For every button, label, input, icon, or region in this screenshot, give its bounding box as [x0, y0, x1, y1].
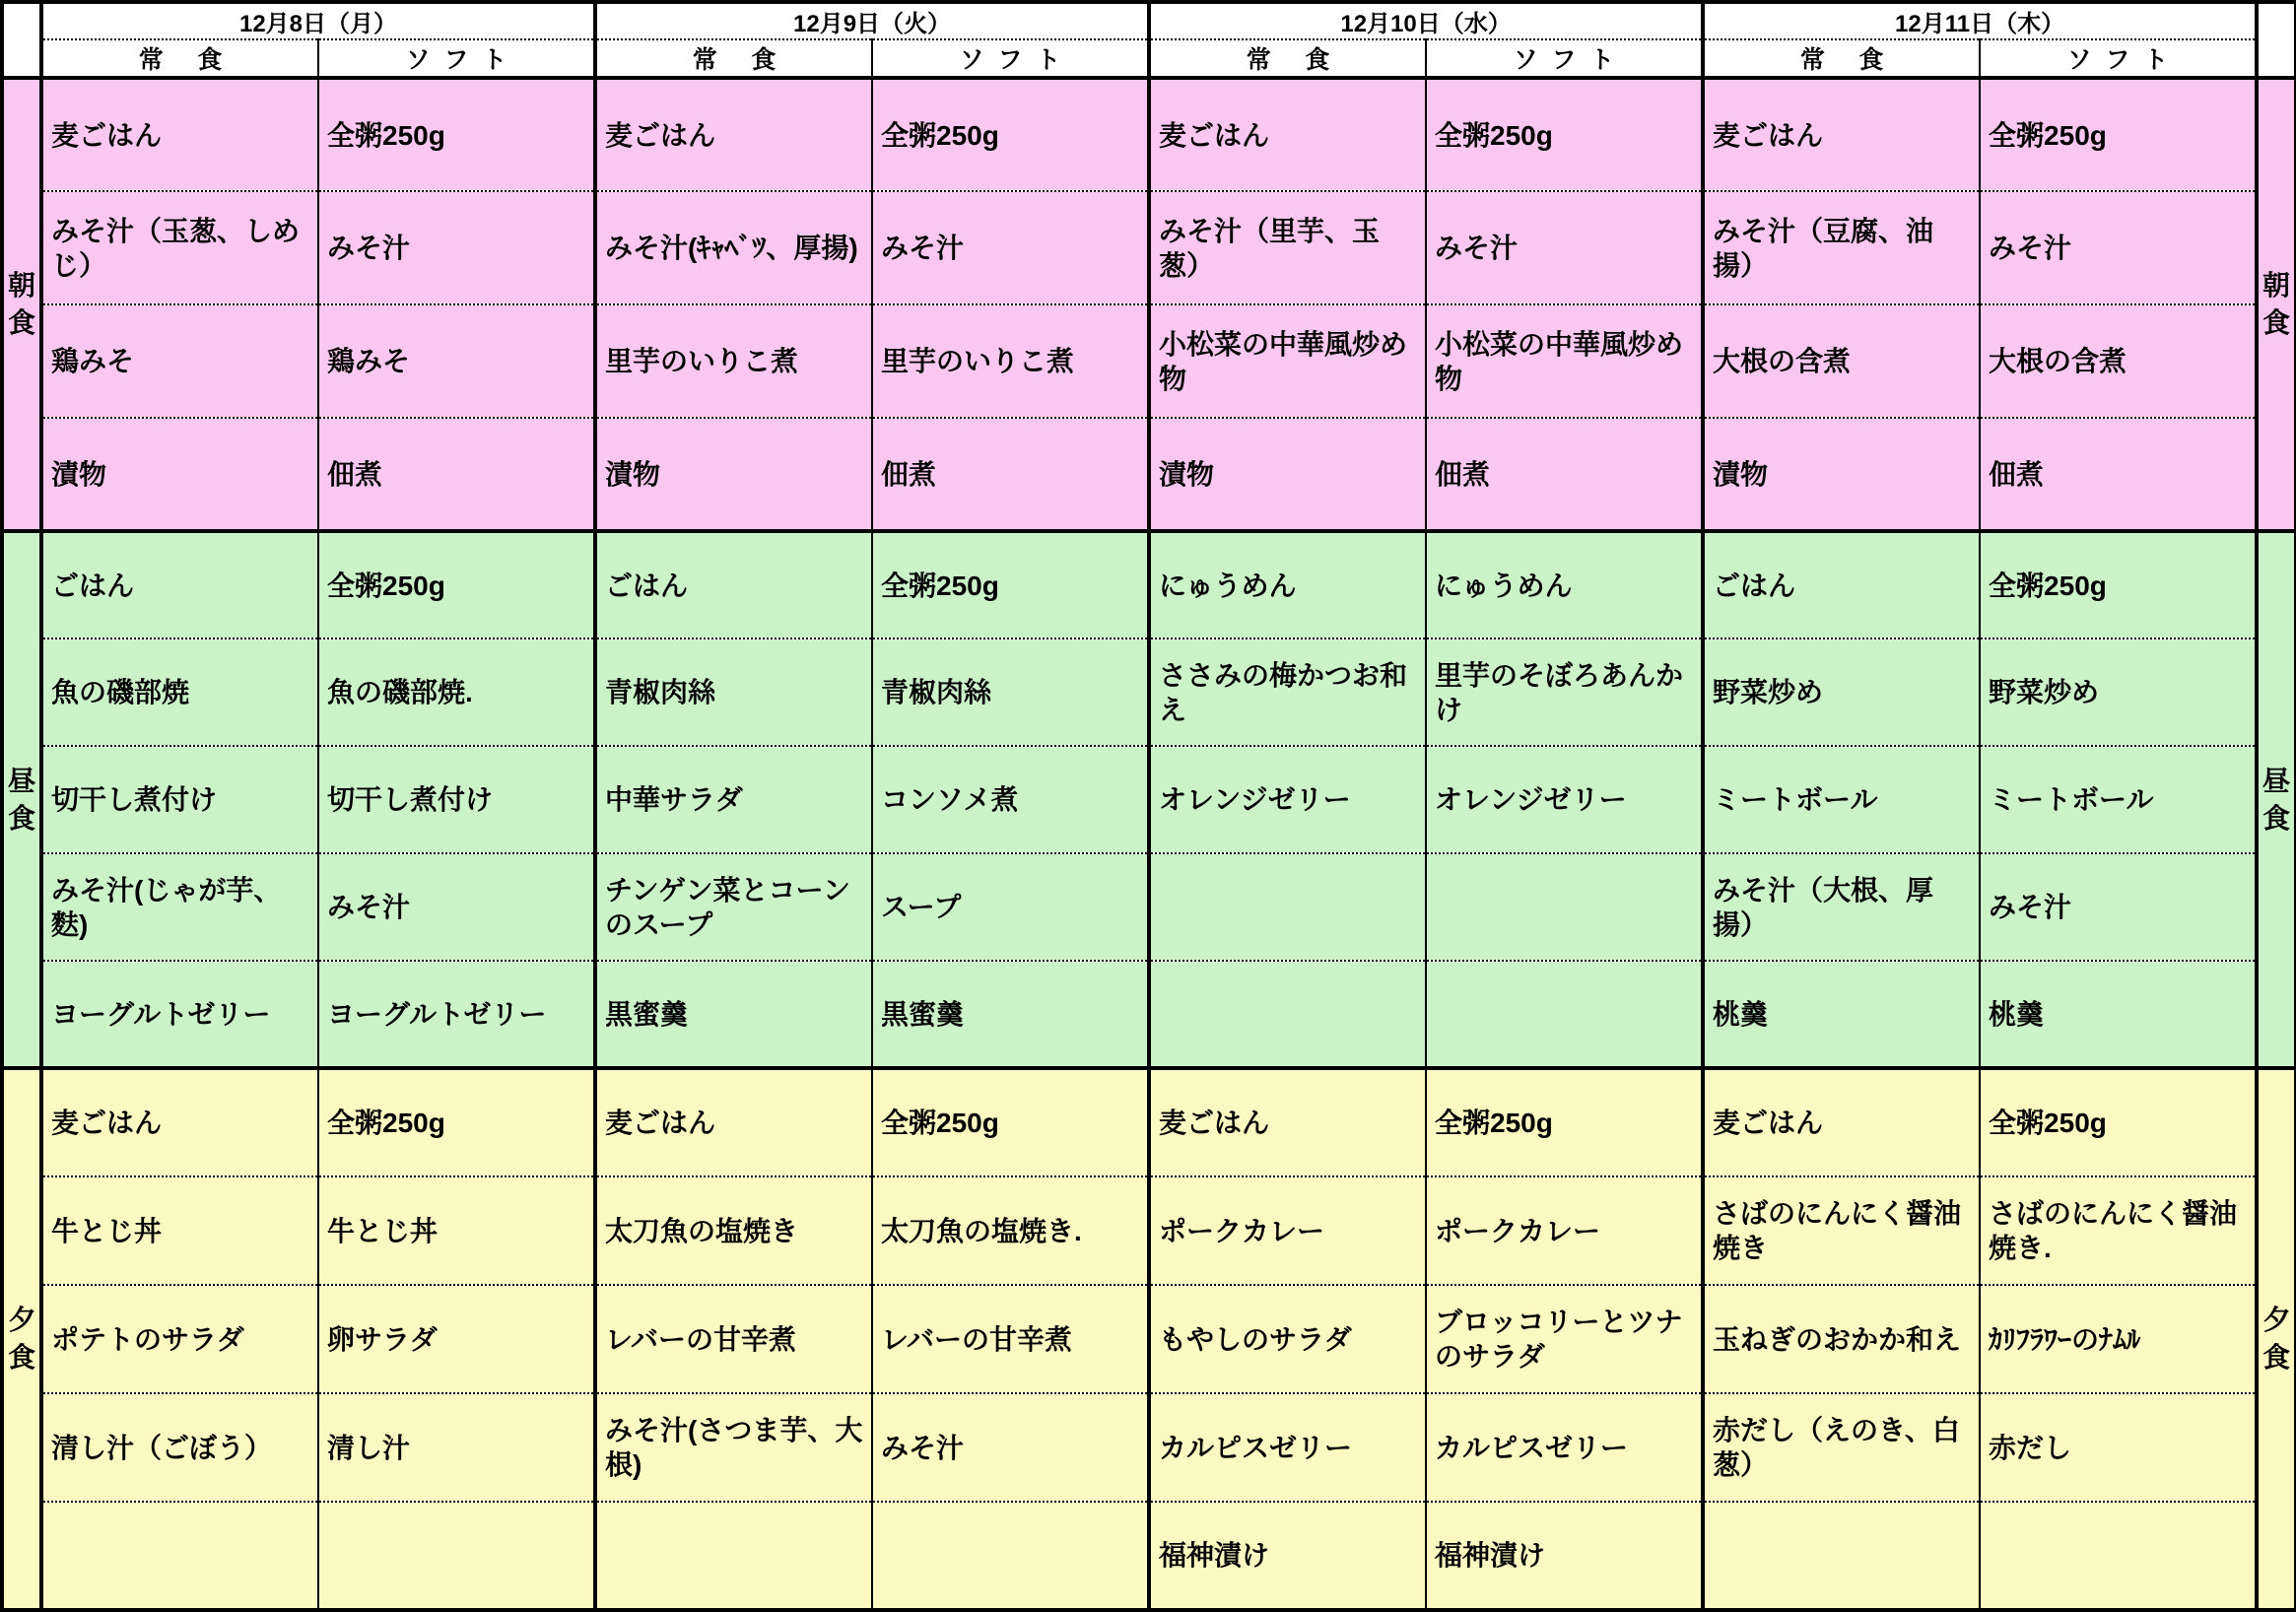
table-row — [2, 531, 2296, 638]
menu-cell: 切干し煮付け — [41, 746, 318, 853]
menu-cell: 全粥250g — [1426, 1068, 1703, 1176]
menu-cell: 牛とじ丼 — [318, 1176, 595, 1285]
menu-cell: 麦ごはん — [595, 1068, 872, 1176]
menu-cell: みそ汁(ｷｬﾍﾞﾂ、厚揚) — [595, 191, 872, 304]
menu-cell: みそ汁（大根、厚揚） — [1703, 853, 1980, 961]
menu-cell — [872, 1502, 1149, 1610]
menu-cell: さばのにんにく醤油焼き — [1703, 1176, 1980, 1285]
table-row — [2, 1285, 2296, 1393]
menu-cell: ポークカレー — [1149, 1176, 1426, 1285]
diet-header-regular: 常 食 — [1703, 39, 1980, 78]
menu-cell: 全粥250g — [318, 78, 595, 191]
menu-cell: 鶏みそ — [41, 304, 318, 418]
menu-cell: 麦ごはん — [1703, 78, 1980, 191]
menu-cell: 魚の磯部焼. — [318, 638, 595, 746]
menu-cell: ごはん — [41, 531, 318, 638]
menu-cell: 佃煮 — [1426, 418, 1703, 531]
table-row — [2, 638, 2296, 746]
corner-cell-right — [2257, 2, 2296, 78]
table-row — [2, 191, 2296, 304]
menu-cell: 福神漬け — [1149, 1502, 1426, 1610]
menu-cell: レバーの甘辛煮 — [595, 1285, 872, 1393]
menu-cell: 卵サラダ — [318, 1285, 595, 1393]
diet-header-soft: ソフト — [872, 39, 1149, 78]
menu-cell: 小松菜の中華風炒め物 — [1426, 304, 1703, 418]
menu-cell: 全粥250g — [318, 531, 595, 638]
menu-cell: 佃煮 — [872, 418, 1149, 531]
menu-cell: みそ汁 — [1980, 191, 2257, 304]
menu-cell: みそ汁(じゃが芋、麩) — [41, 853, 318, 961]
menu-cell: 大根の含煮 — [1703, 304, 1980, 418]
diet-header-soft: ソフト — [318, 39, 595, 78]
menu-cell: ポークカレー — [1426, 1176, 1703, 1285]
table-row — [2, 1068, 2296, 1176]
menu-cell: 麦ごはん — [41, 1068, 318, 1176]
menu-cell: みそ汁 — [318, 853, 595, 961]
menu-cell: ポテトのサラダ — [41, 1285, 318, 1393]
menu-cell: 麦ごはん — [41, 78, 318, 191]
menu-cell: みそ汁 — [318, 191, 595, 304]
menu-cell: 漬物 — [1703, 418, 1980, 531]
menu-cell — [1980, 1502, 2257, 1610]
table-row — [2, 746, 2296, 853]
menu-cell: カルピスゼリー — [1426, 1393, 1703, 1502]
menu-cell: 赤だし（えのき、白葱） — [1703, 1393, 1980, 1502]
diet-header-regular: 常 食 — [1149, 39, 1426, 78]
breakfast-label-left: 朝食 — [2, 78, 41, 531]
menu-cell: 桃羹 — [1980, 961, 2257, 1068]
menu-cell — [1149, 961, 1426, 1068]
diet-header-soft: ソフト — [1426, 39, 1703, 78]
menu-cell: みそ汁 — [1980, 853, 2257, 961]
menu-cell: 全粥250g — [1980, 531, 2257, 638]
menu-cell: 黒蜜羹 — [595, 961, 872, 1068]
menu-cell: 漬物 — [41, 418, 318, 531]
table-row — [2, 1176, 2296, 1285]
menu-cell: 里芋のいりこ煮 — [872, 304, 1149, 418]
menu-cell: ｶﾘﾌﾗﾜｰのﾅﾑﾙ — [1980, 1285, 2257, 1393]
menu-cell: 鶏みそ — [318, 304, 595, 418]
corner-cell-left — [2, 2, 41, 78]
menu-cell: 里芋のそぼろあんかけ — [1426, 638, 1703, 746]
lunch-label-left: 昼食 — [2, 531, 41, 1068]
menu-cell: ミートボール — [1703, 746, 1980, 853]
menu-cell — [1149, 853, 1426, 961]
menu-cell: 中華サラダ — [595, 746, 872, 853]
table-row — [2, 304, 2296, 418]
menu-cell — [318, 1502, 595, 1610]
menu-cell — [595, 1502, 872, 1610]
menu-cell: コンソメ煮 — [872, 746, 1149, 853]
menu-cell: みそ汁（玉葱、しめじ） — [41, 191, 318, 304]
menu-cell: 麦ごはん — [1149, 78, 1426, 191]
menu-cell: 太刀魚の塩焼き — [595, 1176, 872, 1285]
menu-cell: 牛とじ丼 — [41, 1176, 318, 1285]
menu-cell: さばのにんにく醤油焼き. — [1980, 1176, 2257, 1285]
menu-cell: 福神漬け — [1426, 1502, 1703, 1610]
menu-cell: 漬物 — [595, 418, 872, 531]
menu-cell: 佃煮 — [1980, 418, 2257, 531]
table-row — [2, 78, 2296, 191]
menu-cell — [1426, 853, 1703, 961]
table-row — [2, 1393, 2296, 1502]
menu-cell: レバーの甘辛煮 — [872, 1285, 1149, 1393]
menu-cell: 大根の含煮 — [1980, 304, 2257, 418]
menu-cell: カルピスゼリー — [1149, 1393, 1426, 1502]
menu-cell: 里芋のいりこ煮 — [595, 304, 872, 418]
menu-cell: 太刀魚の塩焼き. — [872, 1176, 1149, 1285]
menu-cell: 玉ねぎのおかか和え — [1703, 1285, 1980, 1393]
menu-cell: ごはん — [1703, 531, 1980, 638]
menu-cell: 青椒肉絲 — [872, 638, 1149, 746]
dinner-label-right: 夕食 — [2257, 1068, 2296, 1610]
menu-cell: ミートボール — [1980, 746, 2257, 853]
menu-cell — [1703, 1502, 1980, 1610]
menu-cell: もやしのサラダ — [1149, 1285, 1426, 1393]
table-row — [2, 1502, 2296, 1610]
menu-cell: 全粥250g — [318, 1068, 595, 1176]
menu-cell: オレンジゼリー — [1149, 746, 1426, 853]
date-header: 12月11日（木） — [1703, 2, 2257, 39]
date-header-row — [2, 2, 2296, 39]
menu-cell: 野菜炒め — [1703, 638, 1980, 746]
menu-cell: ブロッコリーとツナのサラダ — [1426, 1285, 1703, 1393]
menu-cell: 麦ごはん — [1149, 1068, 1426, 1176]
menu-cell: みそ汁 — [872, 1393, 1149, 1502]
menu-cell — [1426, 961, 1703, 1068]
menu-cell: ごはん — [595, 531, 872, 638]
menu-cell: 麦ごはん — [595, 78, 872, 191]
menu-cell: 青椒肉絲 — [595, 638, 872, 746]
menu-cell: 佃煮 — [318, 418, 595, 531]
menu-cell: 全粥250g — [872, 531, 1149, 638]
menu-cell — [41, 1502, 318, 1610]
menu-cell: ささみの梅かつお和え — [1149, 638, 1426, 746]
menu-cell: にゅうめん — [1426, 531, 1703, 638]
menu-cell: 全粥250g — [872, 1068, 1149, 1176]
table-row — [2, 853, 2296, 961]
menu-cell: 黒蜜羹 — [872, 961, 1149, 1068]
menu-cell: みそ汁 — [872, 191, 1149, 304]
date-header: 12月8日（月） — [41, 2, 595, 39]
lunch-label-right: 昼食 — [2257, 531, 2296, 1068]
menu-cell: オレンジゼリー — [1426, 746, 1703, 853]
date-header: 12月9日（火） — [595, 2, 1149, 39]
menu-cell: 全粥250g — [1980, 78, 2257, 191]
diet-header-soft: ソフト — [1980, 39, 2257, 78]
menu-cell: みそ汁(さつま芋、大根) — [595, 1393, 872, 1502]
menu-cell: 赤だし — [1980, 1393, 2257, 1502]
menu-cell: 小松菜の中華風炒め物 — [1149, 304, 1426, 418]
breakfast-label-right: 朝食 — [2257, 78, 2296, 531]
diet-header-regular: 常 食 — [41, 39, 318, 78]
menu-cell: スープ — [872, 853, 1149, 961]
menu-cell: ヨーグルトゼリー — [318, 961, 595, 1068]
dinner-label-left: 夕食 — [2, 1068, 41, 1610]
table-row — [2, 418, 2296, 531]
menu-cell: ヨーグルトゼリー — [41, 961, 318, 1068]
diet-header-row — [2, 39, 2296, 78]
table-row — [2, 961, 2296, 1068]
menu-cell: 全粥250g — [1426, 78, 1703, 191]
menu-cell: 桃羹 — [1703, 961, 1980, 1068]
menu-cell: 切干し煮付け — [318, 746, 595, 853]
menu-cell: みそ汁 — [1426, 191, 1703, 304]
menu-cell: 全粥250g — [872, 78, 1149, 191]
menu-cell: みそ汁（里芋、玉葱） — [1149, 191, 1426, 304]
menu-cell: 全粥250g — [1980, 1068, 2257, 1176]
menu-cell: みそ汁（豆腐、油揚） — [1703, 191, 1980, 304]
menu-cell: 清し汁（ごぼう） — [41, 1393, 318, 1502]
menu-cell: にゅうめん — [1149, 531, 1426, 638]
menu-cell: チンゲン菜とコーンのスープ — [595, 853, 872, 961]
menu-cell: 清し汁 — [318, 1393, 595, 1502]
menu-cell: 野菜炒め — [1980, 638, 2257, 746]
menu-cell: 魚の磯部焼 — [41, 638, 318, 746]
diet-header-regular: 常 食 — [595, 39, 872, 78]
menu-cell: 麦ごはん — [1703, 1068, 1980, 1176]
menu-cell: 漬物 — [1149, 418, 1426, 531]
date-header: 12月10日（水） — [1149, 2, 1703, 39]
